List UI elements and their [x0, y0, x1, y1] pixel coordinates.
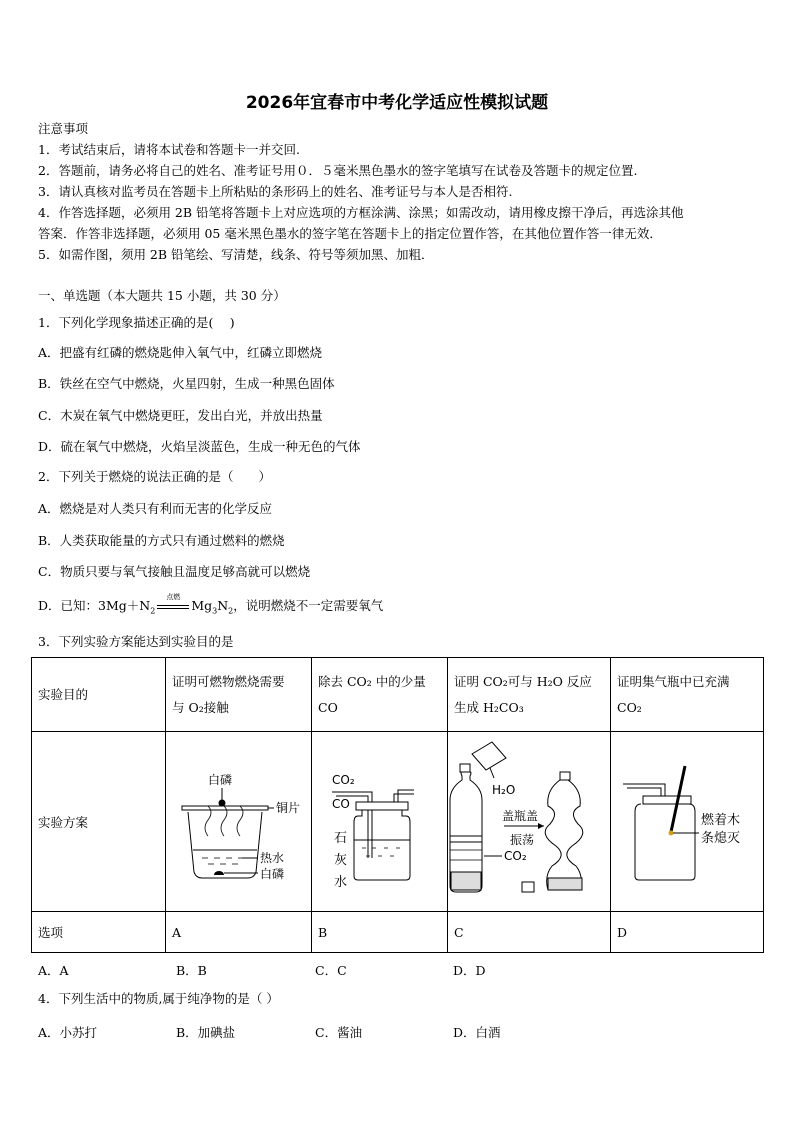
label-hot-water: 热水: [260, 851, 285, 865]
label-h2o: H₂O: [492, 783, 516, 797]
label-lime-water-1: 石: [334, 831, 348, 846]
option-d: D: [611, 912, 764, 953]
option-a: A: [166, 912, 312, 953]
label-burning-stick: 燃着木: [701, 813, 741, 828]
q2-stem: 2．下列关于燃烧的说法正确的是（ ）: [38, 469, 271, 484]
q2-d-prefix: D．已知：3Mg＋N: [38, 598, 151, 613]
label-co-in: CO: [332, 797, 350, 811]
notice-item: 5．如需作图，须用 2B 铅笔绘、写清楚，线条、符号等须加黑、加粗．: [38, 247, 434, 262]
figure-c-drawing: [448, 732, 610, 908]
q2-option-c: C．物质只要与氧气接触且温度足够高就可以燃烧: [38, 564, 311, 579]
notice-item: 3．请认真核对监考员在答题卡上所粘贴的条形码上的姓名、准考证号与本人是否相符.: [38, 184, 513, 199]
label-extinguished: 条熄灭: [701, 831, 741, 846]
purpose-c: 证明 CO₂可与 H₂O 反应 生成 H₂CO₃: [448, 658, 611, 732]
notice-item: 1．考试结束后，请将本试卷和答题卡一并交回.: [38, 142, 300, 157]
q3-answer-b: B．B: [176, 963, 207, 978]
figure-c: [448, 732, 611, 912]
row-label-plan: 实验方案: [32, 732, 166, 912]
q4-stem: 4．下列生活中的物质,属于纯净物的是（ ）: [38, 991, 279, 1006]
equal-sign: [157, 605, 189, 609]
q2-d-product: Mg: [191, 598, 213, 613]
option-b: B: [312, 912, 448, 953]
reaction-condition-label: 点燃: [166, 593, 181, 601]
label-white-phosphorus-bottom: 白磷: [260, 867, 285, 881]
label-co2-in: CO₂: [332, 773, 355, 787]
label-co2-bottle: CO₂: [504, 849, 527, 863]
row-label-option: 选项: [32, 912, 166, 953]
q1-option-d: D．硫在氧气中燃烧，火焰呈淡蓝色，生成一种无色的气体: [38, 439, 361, 454]
figure-b-drawing: [312, 732, 447, 908]
label-white-phosphorus-top: 白磷: [208, 773, 233, 787]
q2-option-d: D．已知：$3Mg+N_2$ 点燃 $Mg_3N_2$，说明燃烧不一定需要氧气: [38, 598, 383, 620]
q1-stem: 1．下列化学现象描述正确的是( ): [38, 315, 235, 330]
experiment-table: [31, 657, 764, 953]
q3-answer-a: A．A: [38, 963, 69, 978]
q4-answer-a: A．小苏打: [38, 1025, 98, 1040]
figure-b: [312, 732, 448, 912]
notice-heading: 注意事项: [38, 121, 89, 136]
q3-stem: 3．下列实验方案能达到实验目的是: [38, 634, 234, 649]
figure-a: [166, 732, 312, 912]
row-label-purpose: 实验目的: [32, 658, 166, 732]
option-c: C: [448, 912, 611, 953]
purpose-d: 证明集气瓶中已充满 CO₂: [611, 658, 764, 732]
q2-d-suffix: ，说明燃烧不一定需要氧气: [233, 598, 384, 613]
purpose-a: 证明可燃物燃烧需要 与 O₂接触: [166, 658, 312, 732]
q1-option-a: A．把盛有红磷的燃烧匙伸入氧气中，红磷立即燃烧: [38, 345, 323, 360]
q1-option-c: C．木炭在氧气中燃烧更旺，发出白光，并放出热量: [38, 408, 323, 423]
label-lime-water-2: 灰: [334, 853, 348, 868]
figure-a-drawing: [166, 732, 311, 908]
section-heading: 一、单选题（本大题共 15 小题，共 30 分）: [38, 288, 286, 303]
q4-answer-d: D．白酒: [453, 1025, 501, 1040]
q3-answer-d: D．D: [453, 963, 486, 978]
q2-option-b: B．人类获取能量的方式只有通过燃料的燃烧: [38, 533, 285, 548]
page-title: 2026年宜春市中考化学适应性模拟试题: [245, 93, 549, 113]
q2-option-a: A．燃烧是对人类只有利而无害的化学反应: [38, 501, 273, 516]
label-shake: 振荡: [510, 833, 535, 847]
notice-item: 4．作答选择题，必须用 2B 铅笔将答题卡上对应选项的方框涂满、涂黑；如需改动，请用橡皮擦干净后，再选涂其他: [38, 205, 684, 220]
reaction-condition: [155, 593, 191, 614]
q3-answer-c: C．C: [315, 963, 347, 978]
label-copper: 铜片: [276, 801, 301, 815]
figure-d-drawing: [611, 732, 763, 908]
label-lime-water-3: 水: [334, 875, 348, 890]
notice-item: 答案．作答非选择题，必须用 05 毫米黑色墨水的签字笔在答题卡上的指定位置作答，在其他位置作答一律无效．: [38, 226, 662, 241]
label-cap-bottle: 盖瓶盖: [502, 809, 539, 823]
figure-d: [611, 732, 764, 912]
notice-item: 2．答题前，请务必将自己的姓名、准考证号用０．５毫米黑色墨水的签字笔填写在试卷及答题卡的规定位置.: [38, 163, 638, 178]
q4-answer-c: C．酱油: [315, 1025, 363, 1040]
q4-answer-b: B．加碘盐: [176, 1025, 236, 1040]
q1-option-b: B．铁丝在空气中燃烧，火星四射，生成一种黑色固体: [38, 376, 335, 391]
purpose-b: 除去 CO₂ 中的少量 CO: [312, 658, 448, 732]
